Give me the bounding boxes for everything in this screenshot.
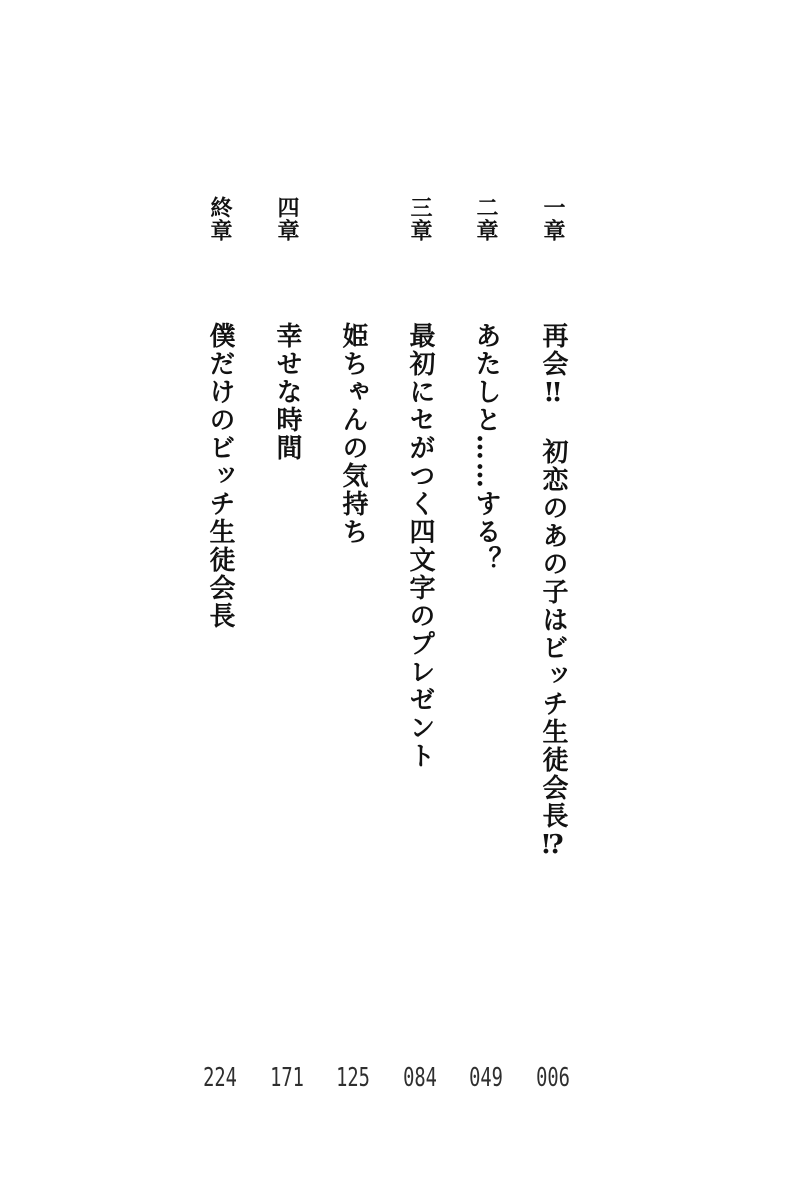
page-number: 171 (270, 1063, 304, 1093)
chapter-label: 三章 (407, 196, 433, 242)
toc-column-interlude (336, 0, 370, 1200)
chapter-label: 二章 (473, 196, 499, 242)
chapter-title: あたしと……する？ (471, 322, 501, 574)
chapter-title: 最初にセがつく四文字のプレゼント (405, 322, 435, 770)
chapter-label: 終章 (207, 196, 233, 242)
toc-column-chapter-1 (536, 0, 570, 1200)
page-number: 049 (469, 1063, 503, 1093)
chapter-label: 四章 (274, 196, 300, 242)
toc-column-chapter-2 (469, 0, 503, 1200)
toc-column-final-chapter (203, 0, 237, 1200)
toc-column-chapter-4 (270, 0, 304, 1200)
chapter-label: 一章 (540, 196, 566, 242)
page-number: 084 (403, 1063, 437, 1093)
page-number: 125 (336, 1063, 370, 1093)
toc-column-chapter-3 (403, 0, 437, 1200)
page-number: 224 (203, 1063, 237, 1093)
chapter-title: 姫ちゃんの気持ち (338, 322, 368, 546)
page-number: 006 (536, 1063, 570, 1093)
chapter-title: 幸せな時間 (272, 322, 302, 462)
chapter-title: 僕だけのビッチ生徒会長 (205, 322, 235, 630)
chapter-title: 再会‼ 初恋のあの子はビッチ生徒会長⁉ (538, 322, 568, 862)
